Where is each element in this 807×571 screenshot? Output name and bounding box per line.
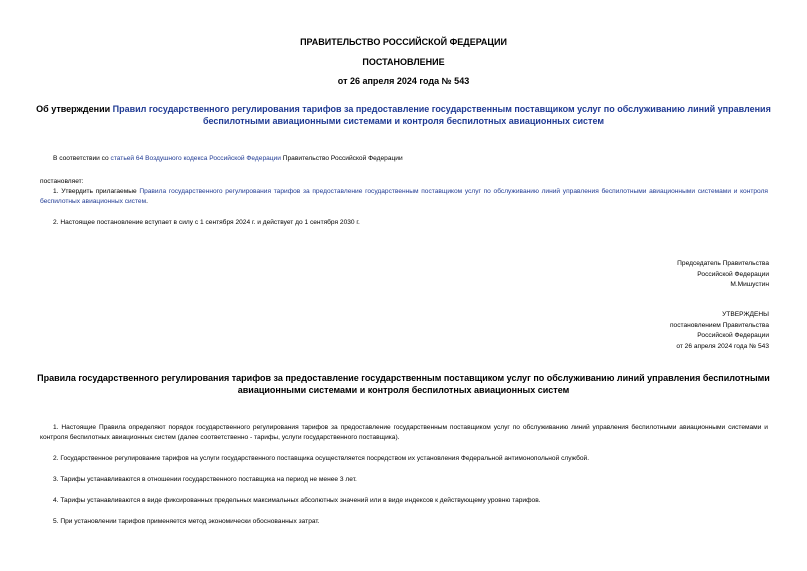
preamble-text-before: В соответствии со bbox=[53, 155, 111, 162]
rules-title: Правила государственного регулирования тарифов за предоставление государственным поставщиком услуг по обслуживанию линий управления беспилотными авиационными системами и контроля беспилотных авиационных систем bbox=[37, 373, 770, 395]
approval-country: Российской Федерации bbox=[697, 332, 769, 339]
rules-paragraph-4: 4. Тарифы устанавливаются в виде фиксированных предельных максимальных абсолютных значений или в виде индексов к действующему уровню тарифов. bbox=[53, 497, 541, 504]
title-link[interactable]: Правил государственного регулирования тарифов за предоставление государственным поставщиком услуг по обслуживанию линий управления беспилотными авиационными системами и контроля беспилотных авиационных систем bbox=[112, 104, 771, 126]
approval-date: от 26 апреля 2024 года № 543 bbox=[676, 342, 769, 350]
rules-paragraph-2: 2. Государственное регулирование тарифов на услуги государственного поставщика осуществляется посредством их установления Федеральной антимонопольной службой. bbox=[53, 455, 590, 462]
item-1-before: 1. Утвердить прилагаемые bbox=[53, 188, 140, 195]
document-title bbox=[36, 103, 771, 127]
rules-paragraph-1: 1. Настоящие Правила определяют порядок государственного регулирования тарифов за предоставление государственным поставщиком услуг по обслуживанию линий управления беспилотными авиационными системами и контроля беспилотных авиационных систем (далее соответственно - тарифы, услуги государственного поставщика). bbox=[40, 424, 768, 441]
rules-paragraph-5: 5. При установлении тарифов применяется метод экономически обоснованных затрат. bbox=[53, 518, 320, 525]
signature-position: Председатель Правительства bbox=[677, 260, 769, 267]
signature-name: М.Мишустин bbox=[730, 281, 769, 288]
air-code-link[interactable]: статьей 64 Воздушного кодекса Российской Федерации bbox=[110, 155, 281, 162]
decides-text: постановляет: bbox=[40, 178, 84, 185]
title-prefix: Об утверждении bbox=[36, 104, 113, 114]
item-1 bbox=[40, 187, 768, 207]
approval-block bbox=[569, 310, 769, 352]
preamble bbox=[40, 154, 768, 164]
preamble-text-after: Правительство Российской Федерации bbox=[280, 155, 403, 162]
approval-by: постановлением Правительства bbox=[669, 321, 769, 329]
document-date-number: от 26 апреля 2024 года № 543 bbox=[337, 76, 470, 86]
rules-paragraph-3: 3. Тарифы устанавливаются в отношении государственного поставщика на период не менее 3 лет. bbox=[53, 476, 357, 483]
approval-status: УТВЕРЖДЕНЫ bbox=[722, 311, 769, 318]
item-2: 2. Настоящее постановление вступает в силу с 1 сентября 2024 г. и действует до 1 сентября 2030 г. bbox=[53, 219, 360, 226]
rules-link[interactable]: Правила государственного регулирования тарифов за предоставление государственным поставщиком услуг по обслуживанию линий управления беспилотными авиационными системами и контроля беспилотных авиационных систем bbox=[40, 188, 768, 205]
document-type: ПОСТАНОВЛЕНИЕ bbox=[362, 57, 445, 67]
item-1-after: . bbox=[146, 198, 148, 205]
government-heading: ПРАВИТЕЛЬСТВО РОССИЙСКОЙ ФЕДЕРАЦИИ bbox=[300, 37, 507, 47]
signature-block bbox=[569, 259, 769, 291]
signature-country: Российской Федерации bbox=[697, 270, 769, 278]
